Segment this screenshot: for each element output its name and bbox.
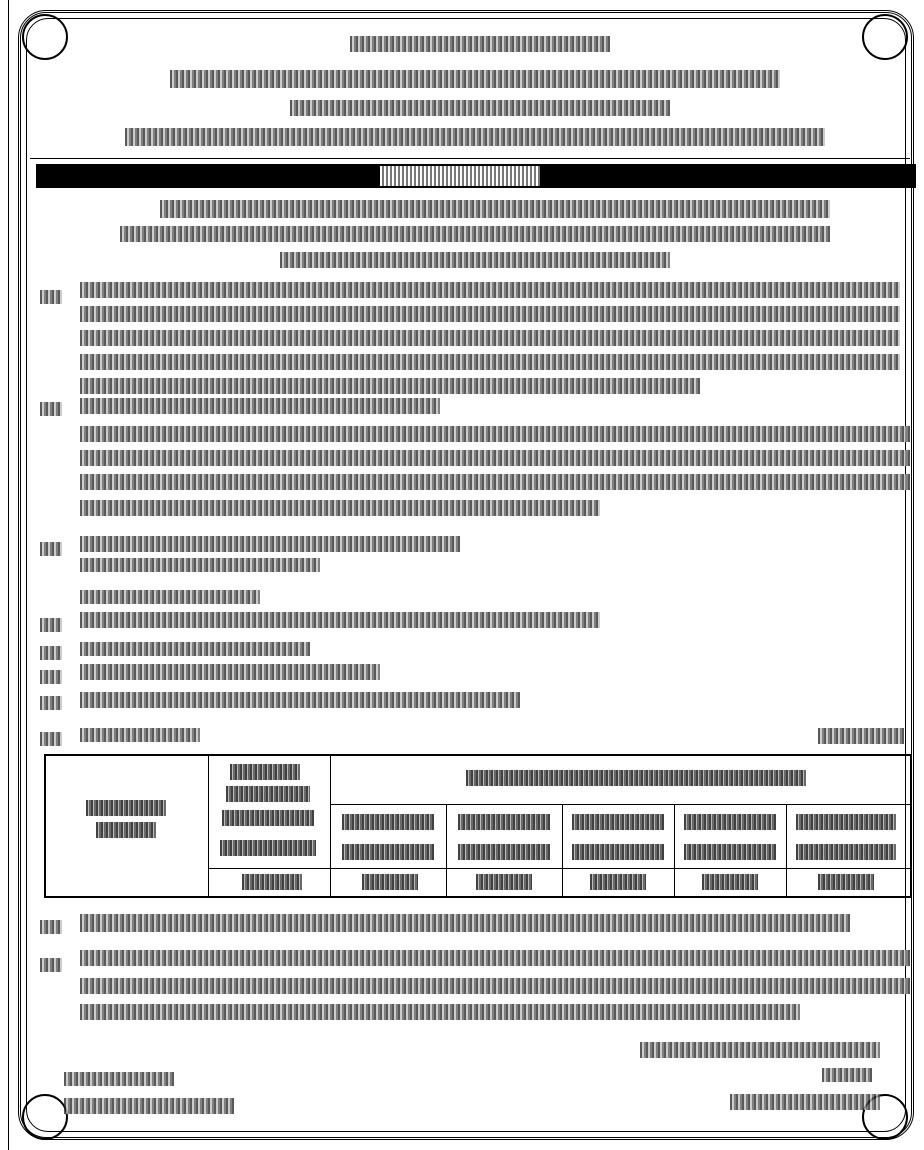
para2-line-5 bbox=[80, 500, 600, 516]
header-divider bbox=[30, 158, 910, 159]
table-value-4 bbox=[702, 874, 758, 890]
para2-line-4 bbox=[80, 474, 910, 490]
para1-line-2 bbox=[80, 306, 900, 322]
item3-line-2 bbox=[80, 558, 320, 572]
table-row-header-line-1 bbox=[86, 800, 166, 816]
para1-line-4 bbox=[80, 354, 900, 370]
item10-line-1 bbox=[80, 950, 910, 966]
subheading-line-3 bbox=[280, 252, 670, 268]
para1-line-3 bbox=[80, 330, 900, 346]
corner-ornament-bottom-left bbox=[22, 1094, 68, 1140]
item-number-9 bbox=[40, 920, 62, 934]
item-number-2 bbox=[40, 402, 62, 416]
table-unit-label bbox=[818, 728, 904, 744]
para1-line-5 bbox=[80, 378, 700, 394]
table-col0-header-1 bbox=[230, 764, 300, 780]
subheading-line-1 bbox=[160, 200, 830, 218]
table-value-5 bbox=[818, 874, 874, 890]
fee-table bbox=[44, 754, 912, 898]
item10-line-2 bbox=[80, 978, 910, 994]
corner-ornament-top-left bbox=[22, 14, 68, 60]
table-header-divider bbox=[330, 804, 910, 805]
table-col0-header-2 bbox=[226, 786, 310, 802]
para2-line-2 bbox=[80, 426, 910, 442]
signature-line-2 bbox=[822, 1068, 872, 1082]
title-banner-text bbox=[380, 166, 540, 186]
table-col-divider-5 bbox=[674, 804, 675, 896]
table-col1-header-2 bbox=[342, 844, 434, 860]
item9-line bbox=[80, 914, 850, 932]
page-edge-rule bbox=[8, 0, 9, 1150]
item4-line bbox=[80, 612, 600, 628]
table-value-1 bbox=[362, 874, 418, 890]
item10-line-3 bbox=[80, 1004, 800, 1020]
table-col3-header-2 bbox=[572, 844, 664, 860]
item-number-3 bbox=[40, 542, 62, 556]
item3-line-3 bbox=[80, 590, 260, 604]
table-col-divider-2 bbox=[330, 756, 331, 896]
table-row-header-line-2 bbox=[96, 822, 156, 838]
item-number-8 bbox=[40, 732, 62, 746]
signature-line-3 bbox=[730, 1094, 880, 1110]
table-col5-header-1 bbox=[796, 814, 896, 830]
table-col0-header-4 bbox=[220, 840, 316, 856]
table-col1-header-1 bbox=[342, 814, 434, 830]
table-col0-header-3 bbox=[222, 810, 314, 826]
table-col-divider-6 bbox=[786, 804, 787, 896]
table-col3-header-1 bbox=[572, 814, 664, 830]
table-value-0 bbox=[242, 874, 302, 890]
table-col-divider-4 bbox=[562, 804, 563, 896]
item3-line-1 bbox=[80, 536, 460, 552]
table-col-divider-1 bbox=[208, 756, 209, 896]
para1-line-1 bbox=[80, 282, 900, 298]
header-line-1 bbox=[350, 36, 610, 52]
item7-line bbox=[80, 692, 520, 708]
header-line-2 bbox=[170, 70, 780, 88]
item6-line bbox=[80, 664, 380, 680]
item-number-6 bbox=[40, 670, 62, 684]
item-number-4 bbox=[40, 618, 62, 632]
corner-ornament-top-right bbox=[862, 14, 908, 60]
subheading-line-2 bbox=[120, 226, 830, 242]
table-value-3 bbox=[590, 874, 646, 890]
header-line-4 bbox=[125, 128, 825, 146]
table-col2-header-2 bbox=[458, 844, 550, 860]
item8-line bbox=[80, 728, 200, 742]
table-col4-header-1 bbox=[684, 814, 776, 830]
item-number-10 bbox=[40, 958, 62, 972]
signature-line-1 bbox=[640, 1042, 880, 1058]
item-number-1 bbox=[40, 290, 62, 304]
footer-ref-line-1 bbox=[64, 1072, 174, 1086]
item-number-7 bbox=[40, 696, 62, 710]
table-value-2 bbox=[476, 874, 532, 890]
item-number-5 bbox=[40, 646, 62, 660]
table-col-divider-3 bbox=[446, 804, 447, 896]
table-col5-header-2 bbox=[796, 844, 896, 860]
para2-line-3 bbox=[80, 450, 910, 466]
table-col4-header-2 bbox=[684, 844, 776, 860]
item5-line bbox=[80, 642, 310, 656]
footer-ref-line-2 bbox=[64, 1098, 234, 1114]
header-line-3 bbox=[290, 100, 670, 116]
para2-line-1 bbox=[80, 398, 440, 414]
table-group-header bbox=[466, 770, 806, 786]
table-col2-header-1 bbox=[458, 814, 550, 830]
table-values-divider bbox=[208, 868, 910, 869]
